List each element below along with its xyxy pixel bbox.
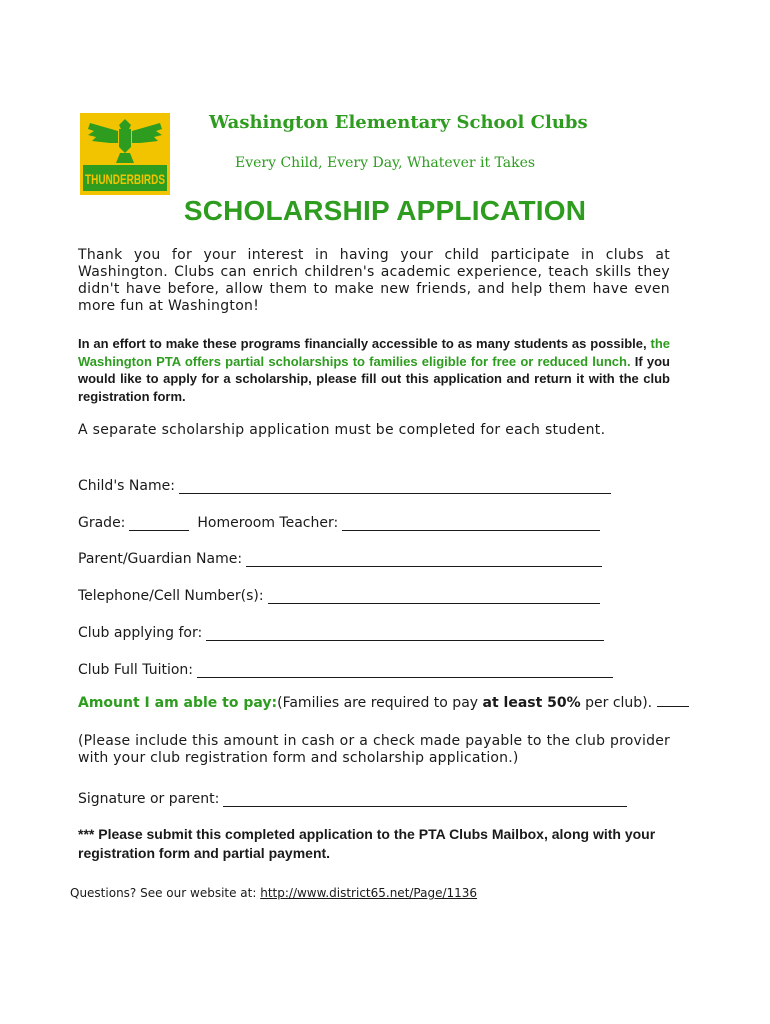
telephone-blank[interactable] bbox=[268, 589, 600, 604]
notice-text-green: the Washington PTA offers partial scholarships to families eligible for free or reduced lunch. bbox=[78, 336, 670, 369]
club-field[interactable] bbox=[78, 621, 604, 641]
amount-blank[interactable] bbox=[657, 694, 689, 707]
signature-field[interactable] bbox=[78, 787, 627, 807]
signature-label: Signature or parent: bbox=[78, 791, 220, 807]
tuition-field[interactable] bbox=[78, 658, 613, 678]
tuition-label: Club Full Tuition: bbox=[78, 662, 193, 678]
logo-wordmark: THUNDERBIRDS bbox=[85, 171, 165, 187]
website-link[interactable]: http://www.district65.net/Page/1136 bbox=[260, 886, 478, 900]
parent-name-blank[interactable] bbox=[246, 552, 602, 567]
org-title: Washington Elementary School Clubs bbox=[209, 112, 588, 133]
questions-label: Questions? See our website at: bbox=[70, 886, 261, 900]
club-blank[interactable] bbox=[206, 626, 604, 641]
amount-text-1: (Families are required to pay bbox=[277, 695, 483, 711]
amount-label: Amount I am able to pay: bbox=[78, 695, 278, 711]
signature-blank[interactable] bbox=[223, 792, 627, 807]
notice-text-2: If you would like to apply for a scholarship, please fill out this application and return it with the club registration form. bbox=[78, 353, 670, 404]
grade-blank[interactable] bbox=[129, 516, 189, 531]
submit-instructions: *** Please submit this completed application to the PTA Clubs Mailbox, along with your registration form and partial payment. bbox=[78, 826, 656, 861]
amount-text-2: per club). bbox=[580, 695, 657, 711]
notice-text-1: In an effort to make these programs financially accessible to as many students as possible, bbox=[78, 336, 651, 351]
child-name-field[interactable] bbox=[78, 474, 611, 494]
homeroom-teacher-label: Homeroom Teacher: bbox=[197, 515, 339, 531]
thunderbirds-logo bbox=[80, 113, 170, 195]
tagline: Every Child, Every Day, Whatever it Takes bbox=[235, 155, 536, 171]
grade-label: Grade: bbox=[78, 515, 126, 531]
amount-field bbox=[78, 694, 689, 711]
club-label: Club applying for: bbox=[78, 625, 203, 641]
telephone-field[interactable] bbox=[78, 584, 600, 604]
separate-application-note: A separate scholarship application must be completed for each student. bbox=[78, 422, 606, 438]
amount-text-bold: at least 50% bbox=[482, 695, 581, 711]
page-title: SCHOLARSHIP APPLICATION bbox=[183, 195, 587, 226]
include-payment-note: (Please include this amount in cash or a check made payable to the club provider with your club registration form and scholarship application.) bbox=[78, 733, 670, 766]
telephone-label: Telephone/Cell Number(s): bbox=[78, 588, 264, 604]
child-name-label: Child's Name: bbox=[78, 478, 175, 494]
tuition-blank[interactable] bbox=[197, 663, 613, 678]
parent-name-field[interactable] bbox=[78, 547, 602, 567]
parent-name-label: Parent/Guardian Name: bbox=[78, 551, 243, 567]
grade-field[interactable] bbox=[78, 511, 600, 531]
questions-line bbox=[70, 886, 477, 900]
homeroom-teacher-blank[interactable] bbox=[342, 516, 600, 531]
child-name-blank[interactable] bbox=[179, 479, 611, 494]
intro-paragraph: Thank you for your interest in having your child participate in clubs at Washington. Clubs can enrich children's academic experience, teach skills they didn't have before, allow them to make new friends, and help them have even more fun at Washington! bbox=[78, 247, 670, 314]
notice-paragraph bbox=[78, 335, 670, 405]
